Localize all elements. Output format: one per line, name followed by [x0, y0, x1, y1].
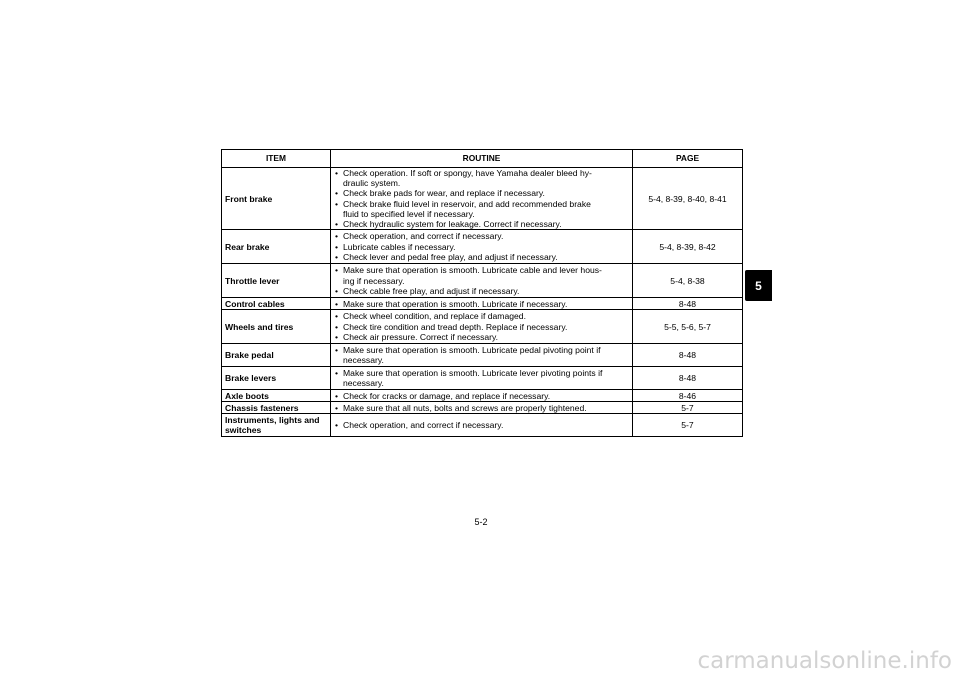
routine-cell — [331, 264, 633, 298]
routine-cell — [331, 402, 633, 414]
table-header-row — [222, 150, 743, 168]
page-number: 5-2 — [474, 517, 488, 527]
header-page: PAGE — [633, 150, 743, 168]
routine-cell — [331, 367, 633, 390]
routine-list — [334, 368, 629, 388]
item-cell: Wheels and tires — [222, 310, 331, 344]
routine-step: • Check operation. If soft or spongy, have Yamaha dealer bleed hy- draulic system. — [334, 168, 629, 188]
table-row — [222, 344, 743, 367]
item-cell: Instruments, lights and switches — [222, 414, 331, 437]
routine-cell — [331, 344, 633, 367]
routine-step: • Make sure that all nuts, bolts and screws are properly tightened. — [334, 403, 629, 413]
routine-list — [334, 299, 629, 309]
maintenance-table — [221, 149, 743, 437]
routine-step: • Check tire condition and tread depth. Replace if necessary. — [334, 322, 629, 332]
table-row — [222, 264, 743, 298]
routine-step: • Make sure that operation is smooth. Lubricate cable and lever hous- ing if necessary. — [334, 265, 629, 285]
routine-step: • Check brake pads for wear, and replace if necessary. — [334, 188, 629, 198]
routine-step: • Check cable free play, and adjust if necessary. — [334, 286, 629, 296]
table-row — [222, 230, 743, 264]
chapter-tab: 5 — [745, 270, 772, 301]
page-ref-cell: 5-7 — [633, 414, 743, 437]
page-ref-cell: 8-48 — [633, 298, 743, 310]
routine-step: • Check air pressure. Correct if necessary. — [334, 332, 629, 342]
header-routine: ROUTINE — [331, 150, 633, 168]
routine-step: • Make sure that operation is smooth. Lubricate pedal pivoting point if necessary. — [334, 345, 629, 365]
page-ref-cell: 8-48 — [633, 344, 743, 367]
routine-list — [334, 420, 629, 430]
table-body — [222, 168, 743, 437]
routine-list — [334, 311, 629, 342]
routine-cell — [331, 298, 633, 310]
item-cell: Front brake — [222, 168, 331, 230]
routine-cell — [331, 310, 633, 344]
table-row — [222, 168, 743, 230]
routine-step: • Check hydraulic system for leakage. Correct if necessary. — [334, 219, 629, 229]
routine-step: • Make sure that operation is smooth. Lubricate if necessary. — [334, 299, 629, 309]
routine-cell — [331, 168, 633, 230]
routine-cell — [331, 230, 633, 264]
table-row — [222, 367, 743, 390]
item-cell: Brake pedal — [222, 344, 331, 367]
item-cell: Chassis fasteners — [222, 402, 331, 414]
table-row — [222, 414, 743, 437]
routine-list — [334, 231, 629, 262]
routine-list — [334, 345, 629, 365]
page-ref-cell: 5-4, 8-38 — [633, 264, 743, 298]
routine-cell — [331, 414, 633, 437]
routine-list — [334, 391, 629, 401]
table-row — [222, 402, 743, 414]
routine-step: • Make sure that operation is smooth. Lubricate lever pivoting points if necessary. — [334, 368, 629, 388]
item-cell: Axle boots — [222, 390, 331, 402]
routine-step: • Check lever and pedal free play, and adjust if necessary. — [334, 252, 629, 262]
routine-list — [334, 403, 629, 413]
page-ref-cell: 5-5, 5-6, 5-7 — [633, 310, 743, 344]
table-row — [222, 298, 743, 310]
table-row — [222, 310, 743, 344]
routine-cell — [331, 390, 633, 402]
header-item: ITEM — [222, 150, 331, 168]
routine-step: • Check for cracks or damage, and replace if necessary. — [334, 391, 629, 401]
routine-step: • Lubricate cables if necessary. — [334, 242, 629, 252]
item-cell: Rear brake — [222, 230, 331, 264]
routine-step: • Check brake fluid level in reservoir, and add recommended brake fluid to specified level if necessary. — [334, 199, 629, 219]
page-ref-cell: 8-46 — [633, 390, 743, 402]
item-cell: Brake levers — [222, 367, 331, 390]
page-ref-cell: 5-7 — [633, 402, 743, 414]
routine-step: • Check operation, and correct if necessary. — [334, 420, 629, 430]
page-ref-cell: 5-4, 8-39, 8-42 — [633, 230, 743, 264]
routine-list — [334, 168, 629, 229]
routine-step: • Check wheel condition, and replace if damaged. — [334, 311, 629, 321]
item-cell: Control cables — [222, 298, 331, 310]
watermark: carmanualsonline.info — [697, 648, 952, 674]
item-cell: Throttle lever — [222, 264, 331, 298]
page-ref-cell: 5-4, 8-39, 8-40, 8-41 — [633, 168, 743, 230]
routine-step: • Check operation, and correct if necessary. — [334, 231, 629, 241]
page-ref-cell: 8-48 — [633, 367, 743, 390]
table-row — [222, 390, 743, 402]
routine-list — [334, 265, 629, 296]
